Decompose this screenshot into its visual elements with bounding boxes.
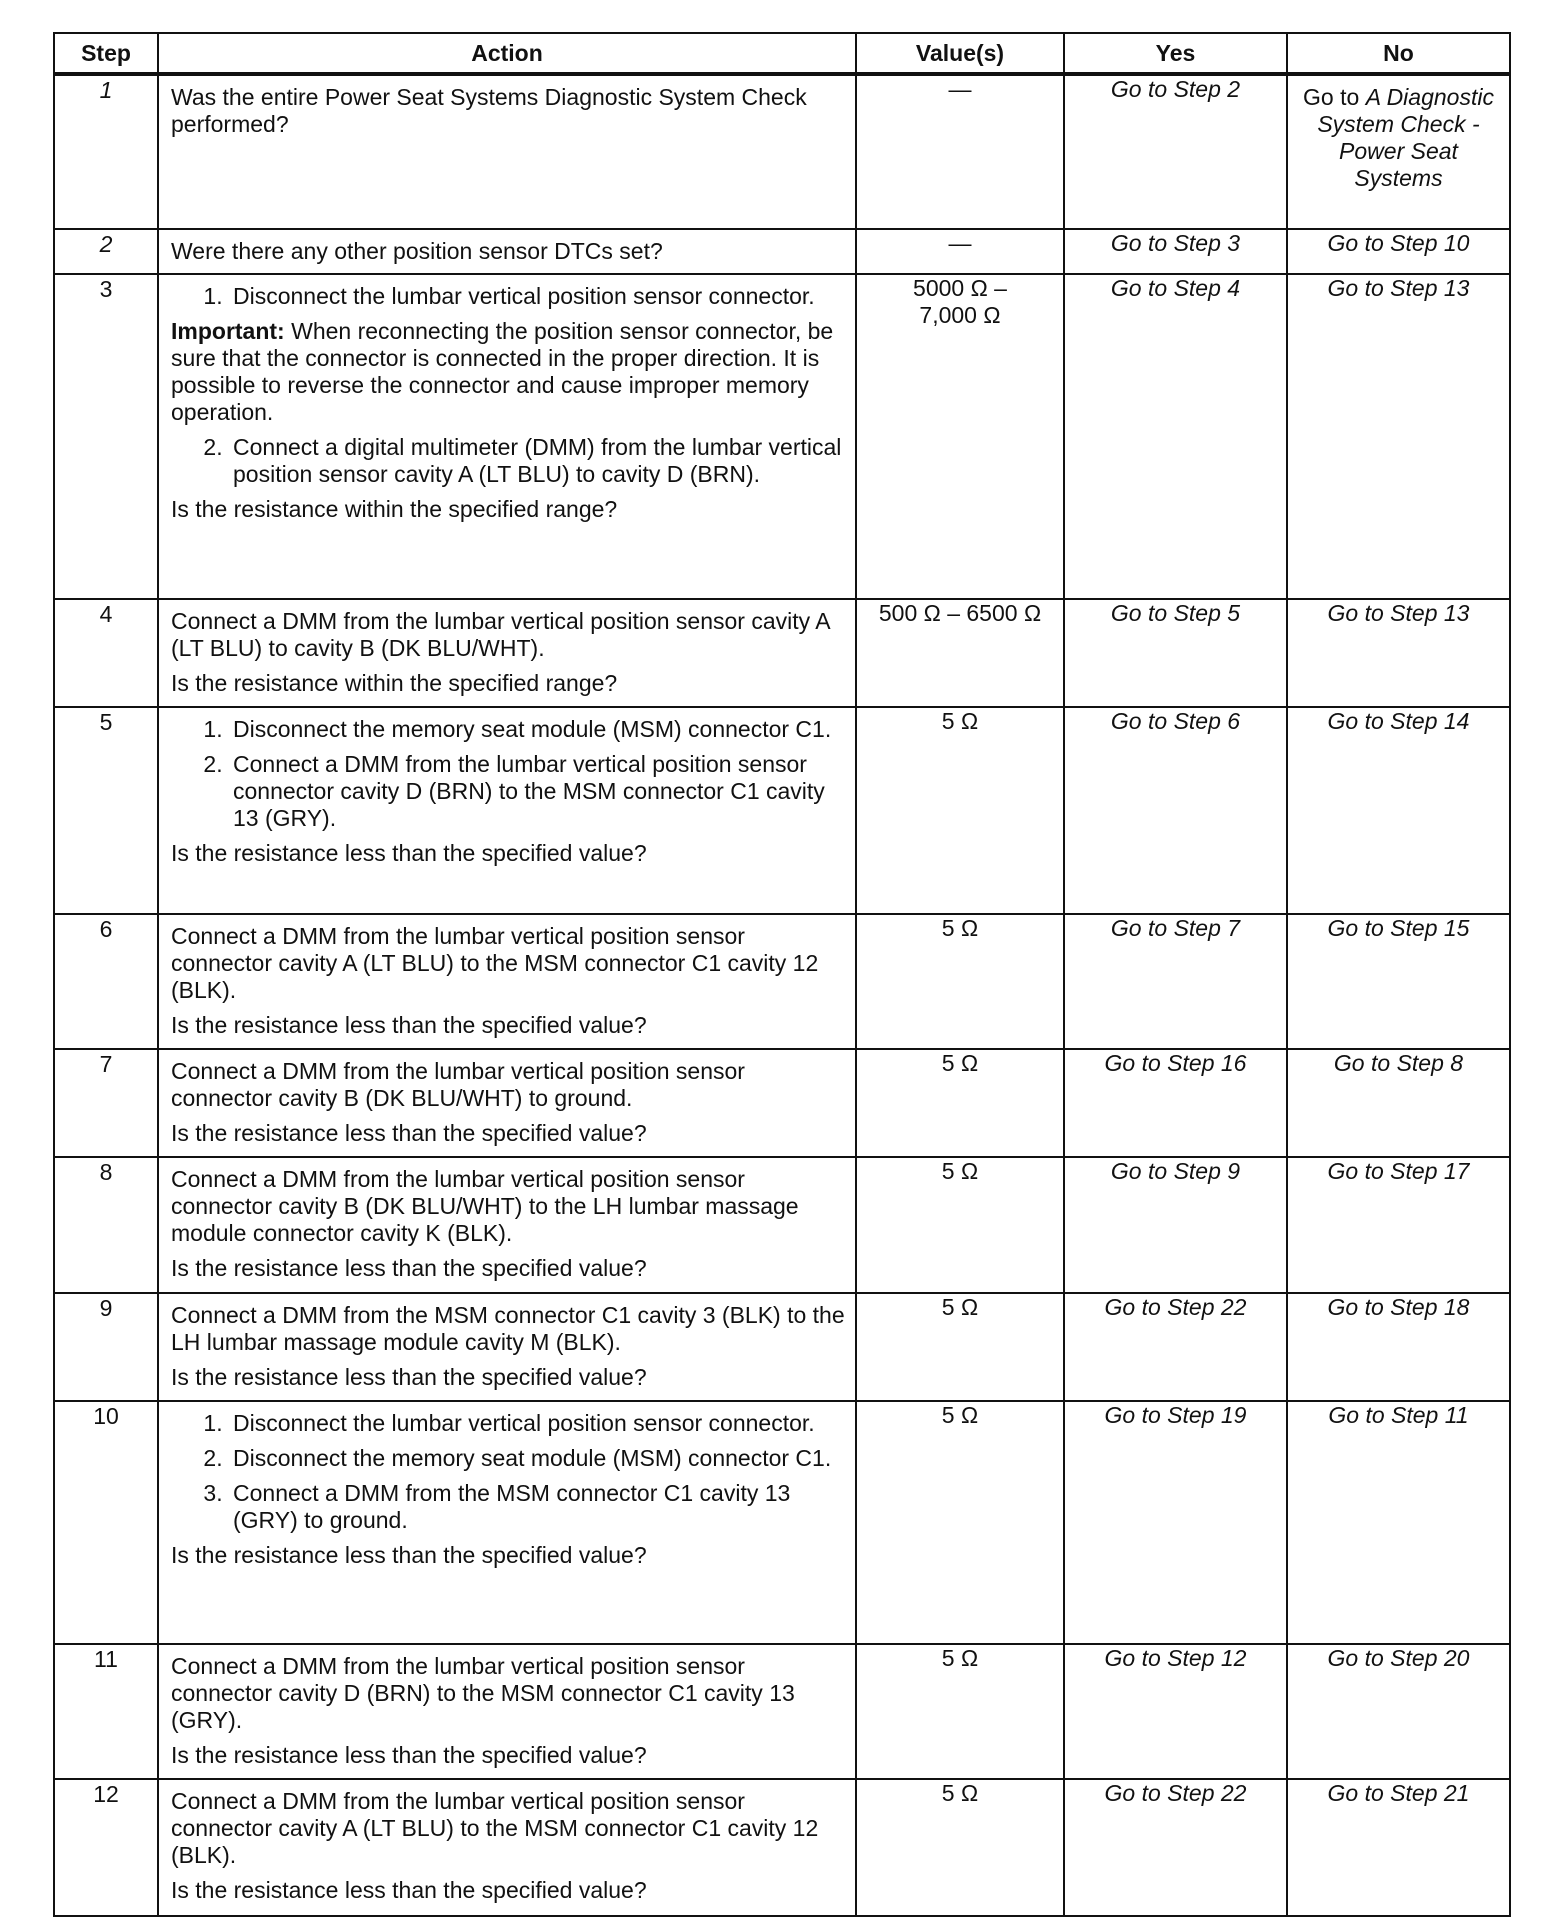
header-yes: Yes [1064, 33, 1287, 74]
substep-list [171, 1410, 845, 1534]
yes-link[interactable]: Go to Step 12 [1064, 1644, 1287, 1779]
no-link[interactable]: Go to Step 21 [1287, 1779, 1510, 1916]
table-row [54, 599, 1510, 707]
yes-link[interactable]: Go to Step 9 [1064, 1157, 1287, 1293]
table-row [54, 1644, 1510, 1779]
action-text: Connect a DMM from the lumbar vertical position sensor connector cavity A (LT BLU) to the MSM connector C1 cavity 12 (BLK). [171, 923, 819, 1003]
action-cell [158, 274, 856, 599]
action-cell [158, 1401, 856, 1644]
header-values: Value(s) [856, 33, 1064, 74]
step-number: 7 [54, 1049, 158, 1157]
no-link[interactable]: Go to Step 15 [1287, 914, 1510, 1049]
step-number: 1 [54, 74, 158, 229]
action-question: Is the resistance less than the specified value? [171, 1742, 647, 1768]
substep-item: 3. Connect a DMM from the MSM connector C1 cavity 13 (GRY) to ground. [229, 1480, 845, 1534]
yes-link[interactable]: Go to Step 6 [1064, 707, 1287, 914]
substep-item: 2. Disconnect the memory seat module (MSM) connector C1. [229, 1445, 845, 1472]
action-question: Were there any other position sensor DTCs set? [171, 238, 663, 264]
table-row [54, 1779, 1510, 1916]
no-link[interactable]: Go to Step 17 [1287, 1157, 1510, 1293]
action-cell [158, 1157, 856, 1293]
substep-item: 2. Connect a digital multimeter (DMM) from the lumbar vertical position sensor cavity A (LT BLU) to cavity D (BRN). [229, 434, 845, 488]
action-text: Connect a DMM from the lumbar vertical position sensor connector cavity B (DK BLU/WHT) to ground. [171, 1058, 745, 1111]
table-row [54, 1049, 1510, 1157]
action-cell [158, 707, 856, 914]
yes-link[interactable]: Go to Step 22 [1064, 1293, 1287, 1401]
action-text: Connect a DMM from the lumbar vertical position sensor connector cavity A (LT BLU) to the MSM connector C1 cavity 12 (BLK). [171, 1788, 819, 1868]
value-cell: 5 Ω [856, 1644, 1064, 1779]
action-question: Is the resistance less than the specified value? [171, 1877, 647, 1903]
substep-list [171, 434, 845, 488]
action-question: Is the resistance within the specified range? [171, 670, 618, 696]
substep-item: 1. Disconnect the memory seat module (MSM) connector C1. [229, 716, 845, 743]
action-question: Is the resistance within the specified range? [171, 496, 618, 522]
step-number: 5 [54, 707, 158, 914]
substep-item: 1. Disconnect the lumbar vertical position sensor connector. [229, 283, 845, 310]
no-prefix: Go to [1303, 84, 1366, 110]
action-question: Is the resistance less than the specified value? [171, 1255, 647, 1281]
value-cell: 500 Ω – 6500 Ω [856, 599, 1064, 707]
action-cell [158, 1779, 856, 1916]
action-question: Is the resistance less than the specified value? [171, 1364, 647, 1390]
important-label: Important: [171, 318, 285, 344]
value-cell [856, 274, 1064, 599]
table-row [54, 274, 1510, 599]
substep-item: 1. Disconnect the lumbar vertical position sensor connector. [229, 1410, 845, 1437]
no-link[interactable]: Go to Step 14 [1287, 707, 1510, 914]
no-link[interactable]: Go to Step 20 [1287, 1644, 1510, 1779]
table-row [54, 1157, 1510, 1293]
no-link[interactable]: Go to Step 8 [1287, 1049, 1510, 1157]
action-cell [158, 1644, 856, 1779]
value-cell: 5 Ω [856, 1157, 1064, 1293]
value-cell: — [856, 229, 1064, 274]
action-question: Was the entire Power Seat Systems Diagnostic System Check performed? [171, 84, 807, 137]
no-link[interactable]: Go to Step 10 [1287, 229, 1510, 274]
action-text: Connect a DMM from the lumbar vertical position sensor connector cavity B (DK BLU/WHT) to the LH lumbar massage module connector cavity K (BLK). [171, 1166, 799, 1246]
action-cell [158, 1293, 856, 1401]
no-link[interactable]: Go to Step 11 [1287, 1401, 1510, 1644]
step-number: 2 [54, 229, 158, 274]
important-note [171, 318, 845, 426]
table-row [54, 707, 1510, 914]
step-number: 12 [54, 1779, 158, 1916]
action-question: Is the resistance less than the specified value? [171, 1120, 647, 1146]
step-number: 4 [54, 599, 158, 707]
table-row [54, 1293, 1510, 1401]
step-number: 6 [54, 914, 158, 1049]
action-cell [158, 1049, 856, 1157]
step-number: 8 [54, 1157, 158, 1293]
value-cell: 5 Ω [856, 707, 1064, 914]
diagnostic-table [53, 32, 1511, 1917]
header-no: No [1287, 33, 1510, 74]
no-link[interactable]: Go to Step 18 [1287, 1293, 1510, 1401]
action-text: Connect a DMM from the lumbar vertical position sensor cavity A (LT BLU) to cavity B (DK BLU/WHT). [171, 608, 830, 661]
action-cell [158, 229, 856, 274]
value-cell: 5 Ω [856, 1049, 1064, 1157]
action-text: Connect a DMM from the MSM connector C1 cavity 3 (BLK) to the LH lumbar massage module cavity M (BLK). [171, 1302, 845, 1355]
header-step: Step [54, 33, 158, 74]
header-row [54, 33, 1510, 74]
table-row [54, 229, 1510, 274]
action-cell [158, 74, 856, 229]
yes-link[interactable]: Go to Step 7 [1064, 914, 1287, 1049]
step-number: 3 [54, 274, 158, 599]
value-cell: 5 Ω [856, 1401, 1064, 1644]
action-text: Connect a DMM from the lumbar vertical position sensor connector cavity D (BRN) to the MSM connector C1 cavity 13 (GRY). [171, 1653, 795, 1733]
action-cell [158, 914, 856, 1049]
action-question: Is the resistance less than the specified value? [171, 1542, 647, 1568]
table-row [54, 1401, 1510, 1644]
no-link[interactable]: A Diagnostic System Check - Power Seat Systems [1317, 84, 1494, 191]
value-cell: 5 Ω [856, 1779, 1064, 1916]
substep-item: 2. Connect a DMM from the lumbar vertical position sensor connector cavity D (BRN) to the MSM connector C1 cavity 13 (GRY). [229, 751, 845, 832]
no-link[interactable]: Go to Step 13 [1287, 599, 1510, 707]
table-row [54, 914, 1510, 1049]
yes-link[interactable]: Go to Step 22 [1064, 1779, 1287, 1916]
yes-link[interactable]: Go to Step 3 [1064, 229, 1287, 274]
value-cell: — [856, 74, 1064, 229]
important-text: When reconnecting the position sensor connector, be sure that the connector is connected in the proper direction. It is possible to reverse the connector and cause improper memory operation. [171, 318, 834, 425]
yes-link[interactable]: Go to Step 4 [1064, 274, 1287, 599]
yes-link[interactable]: Go to Step 16 [1064, 1049, 1287, 1157]
no-link[interactable]: Go to Step 13 [1287, 274, 1510, 599]
table-row [54, 74, 1510, 229]
value-cell: 5 Ω [856, 914, 1064, 1049]
value-range: 5000 Ω – 7,000 Ω [913, 275, 1007, 328]
step-number: 9 [54, 1293, 158, 1401]
action-cell [158, 599, 856, 707]
yes-link[interactable]: Go to Step 5 [1064, 599, 1287, 707]
yes-link[interactable]: Go to Step 19 [1064, 1401, 1287, 1644]
action-question: Is the resistance less than the specified value? [171, 840, 647, 866]
substep-list [171, 283, 845, 310]
step-number: 11 [54, 1644, 158, 1779]
action-question: Is the resistance less than the specified value? [171, 1012, 647, 1038]
yes-link[interactable]: Go to Step 2 [1064, 74, 1287, 229]
value-cell: 5 Ω [856, 1293, 1064, 1401]
header-action: Action [158, 33, 856, 74]
no-cell [1287, 74, 1510, 229]
substep-list [171, 716, 845, 832]
step-number: 10 [54, 1401, 158, 1644]
